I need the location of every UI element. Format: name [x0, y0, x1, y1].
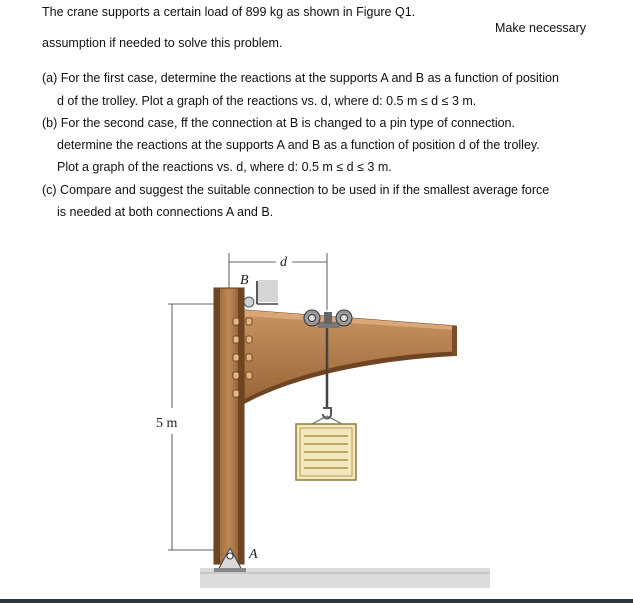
bottom-rule [0, 599, 633, 603]
label-b: B [240, 273, 249, 288]
crate [296, 424, 356, 480]
part-b-line-3: Plot a graph of the reactions vs. d, where d: 0.5 m ≤ d ≤ 3 m. [57, 160, 392, 174]
part-b-line-1: (b) For the second case, ff the connection at B is changed to a pin type of connection. [42, 116, 515, 130]
wall-support-b [258, 280, 278, 302]
part-a-line-1: (a) For the first case, determine the reactions at the supports A and B as a function of position [42, 71, 559, 85]
part-b-line-2: determine the reactions at the supports A and B as a function of position d of the trolley. [57, 138, 540, 152]
part-c-line-1: (c) Compare and suggest the suitable connection to be used in if the smallest average force [42, 183, 550, 197]
hook [323, 408, 331, 419]
label-a: A [249, 547, 258, 562]
intro-line-1: The crane supports a certain load of 899 kg as shown in Figure Q1. [42, 5, 416, 19]
part-a-line-2: d of the trolley. Plot a graph of the reactions vs. d, where d: 0.5 m ≤ d ≤ 3 m. [57, 94, 477, 108]
part-c-line-2: is needed at both connections A and B. [57, 205, 274, 219]
intro-line-2: assumption if needed to solve this problem. [42, 36, 283, 50]
label-height: 5 m [156, 416, 178, 431]
trolley [304, 310, 352, 328]
label-d: d [280, 255, 287, 270]
intro-right: Make necessary [495, 21, 587, 35]
